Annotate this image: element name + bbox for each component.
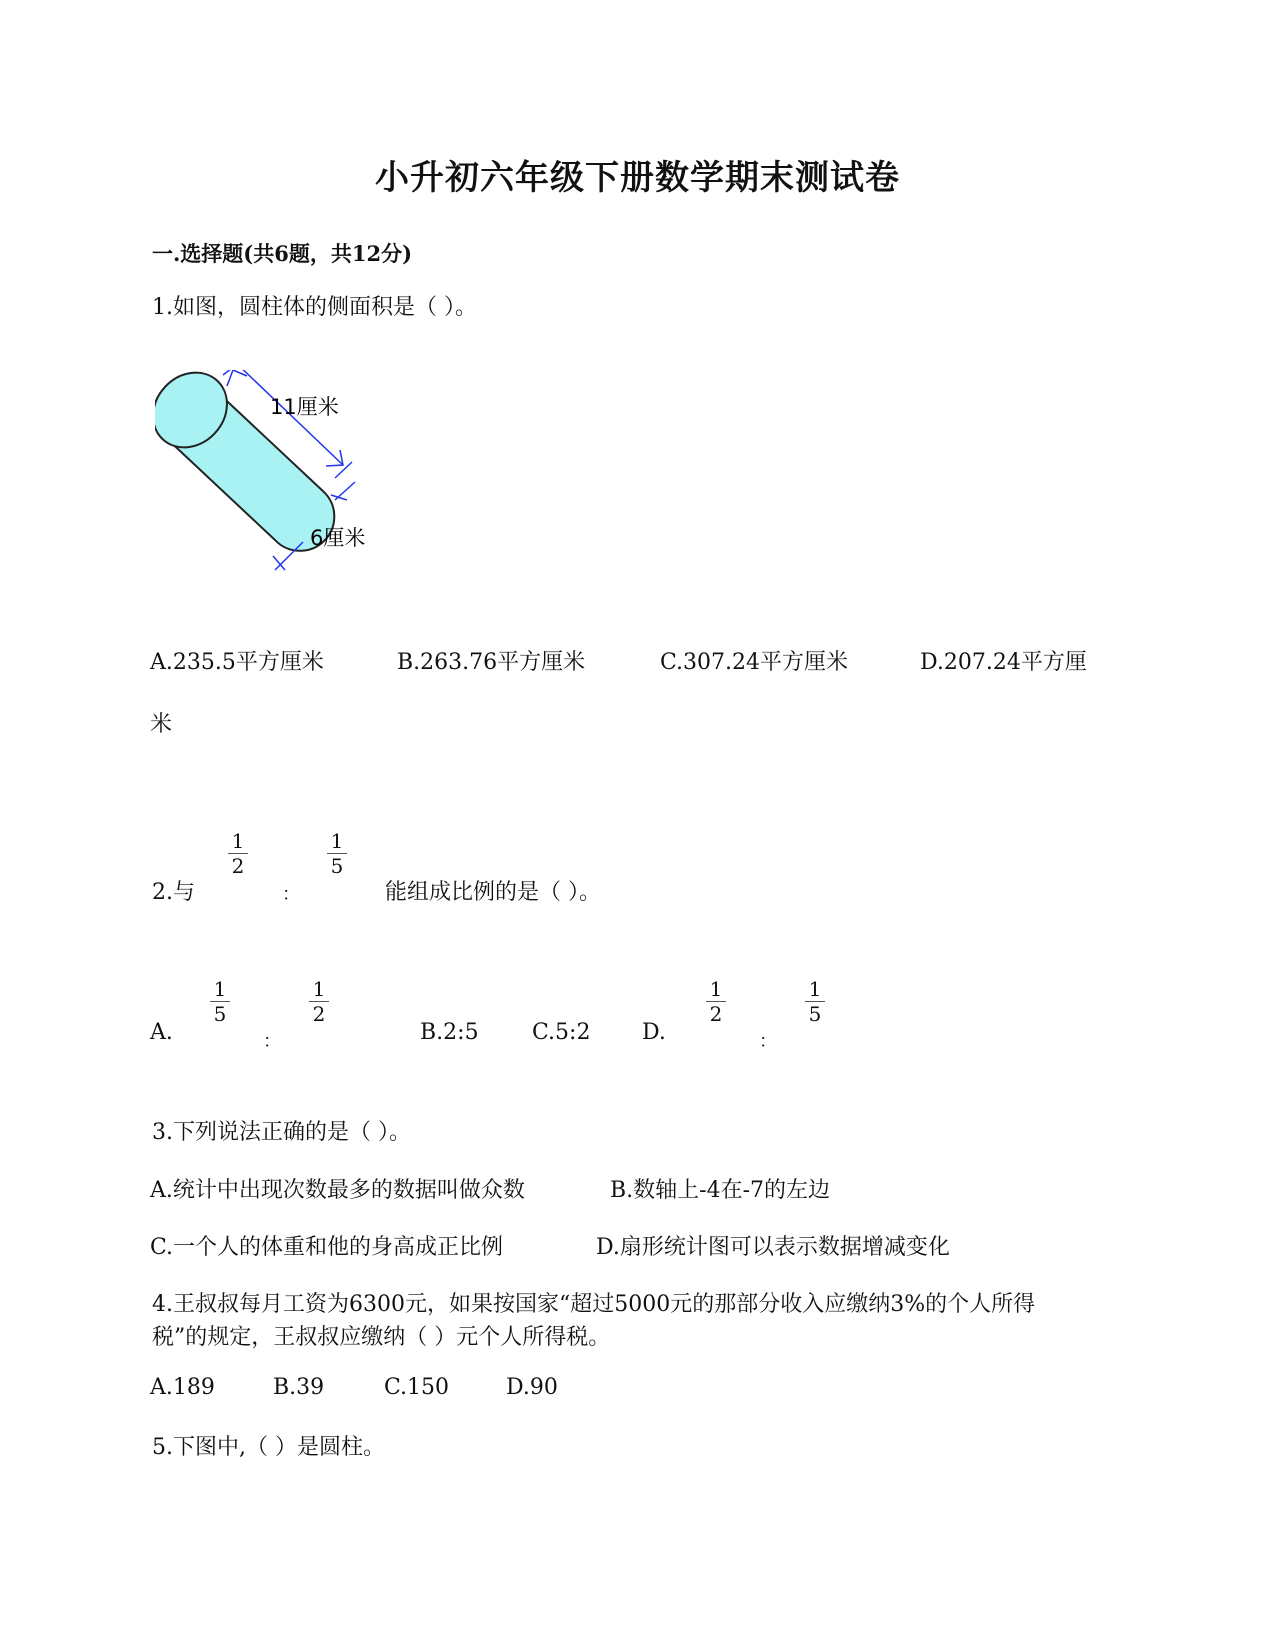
q2-optA-frac2-num: 1 — [312, 977, 326, 1001]
q4-option-b[interactable]: B.39 — [273, 1375, 325, 1400]
q2-colon: ： — [282, 884, 300, 905]
q4-option-c[interactable]: C.150 — [384, 1375, 450, 1400]
q2-optD-fraction-1 — [706, 978, 726, 1025]
q2-optA-fraction-2 — [309, 978, 329, 1025]
q1-option-b[interactable]: B.263.76平方厘米 — [397, 650, 586, 675]
q2-optA-frac1-num: 1 — [213, 977, 227, 1001]
question-4-line-1: 4.王叔叔每月工资为6300元，如果按国家“超过5000元的那部分收入应缴纳3%的个人所得 — [152, 1292, 1036, 1317]
cylinder-diagram — [155, 370, 395, 605]
question-5-stem: 5.下图中,（ ）是圆柱。 — [152, 1435, 385, 1460]
q2-optD-colon: ： — [759, 1031, 777, 1052]
q2-optA-frac1-den: 5 — [213, 1002, 227, 1026]
q1-option-d[interactable]: D.207.24平方厘 — [920, 650, 1087, 675]
q2-frac1-num: 1 — [231, 829, 245, 853]
q2-optD-fraction-2 — [805, 978, 825, 1025]
question-2-suffix: 能组成比例的是（ ）。 — [385, 880, 601, 905]
section-heading: 一.选择题(共6题，共12分) — [152, 241, 413, 266]
q2-fraction-1 — [228, 830, 248, 877]
q2-option-d-label[interactable]: D. — [642, 1020, 666, 1045]
question-1-stem: 1.如图，圆柱体的侧面积是（ ）。 — [152, 295, 477, 320]
q2-optA-colon: ： — [263, 1031, 281, 1052]
page-title: 小升初六年级下册数学期末测试卷 — [375, 158, 900, 198]
q2-frac2-num: 1 — [330, 829, 344, 853]
question-3-stem: 3.下列说法正确的是（ ）。 — [152, 1120, 411, 1145]
question-2-prefix: 2.与 — [152, 880, 195, 905]
q4-option-a[interactable]: A.189 — [150, 1375, 215, 1400]
length-label: 11厘米 — [270, 395, 339, 419]
q2-fraction-2 — [327, 830, 347, 877]
q2-optD-frac2-den: 5 — [808, 1002, 822, 1026]
q2-optD-frac1-num: 1 — [709, 977, 723, 1001]
question-4-line-2: 税”的规定，王叔叔应缴纳（ ）元个人所得税。 — [152, 1325, 611, 1350]
q3-option-b[interactable]: B.数轴上-4在-7的左边 — [610, 1178, 831, 1203]
q3-option-c[interactable]: C.一个人的体重和他的身高成正比例 — [150, 1235, 504, 1260]
q2-frac2-den: 5 — [330, 854, 344, 878]
q1-option-a[interactable]: A.235.5平方厘米 — [150, 650, 324, 675]
q4-option-d[interactable]: D.90 — [506, 1375, 558, 1400]
q3-option-d[interactable]: D.扇形统计图可以表示数据增减变化 — [596, 1235, 950, 1260]
diameter-label: 6厘米 — [310, 526, 366, 550]
q1-option-c[interactable]: C.307.24平方厘米 — [660, 650, 849, 675]
q2-option-b[interactable]: B.2:5 — [420, 1020, 479, 1045]
q2-optD-frac1-den: 2 — [709, 1002, 723, 1026]
q2-optA-frac2-den: 2 — [312, 1002, 326, 1026]
q1-option-d-wrap: 米 — [150, 712, 173, 737]
q3-option-a[interactable]: A.统计中出现次数最多的数据叫做众数 — [150, 1178, 525, 1203]
q2-option-a-label[interactable]: A. — [150, 1020, 173, 1045]
q2-frac1-den: 2 — [231, 854, 245, 878]
q2-optA-fraction-1 — [210, 978, 230, 1025]
q2-optD-frac2-num: 1 — [808, 977, 822, 1001]
q2-option-c[interactable]: C.5:2 — [532, 1020, 591, 1045]
cylinder-figure — [155, 370, 395, 609]
